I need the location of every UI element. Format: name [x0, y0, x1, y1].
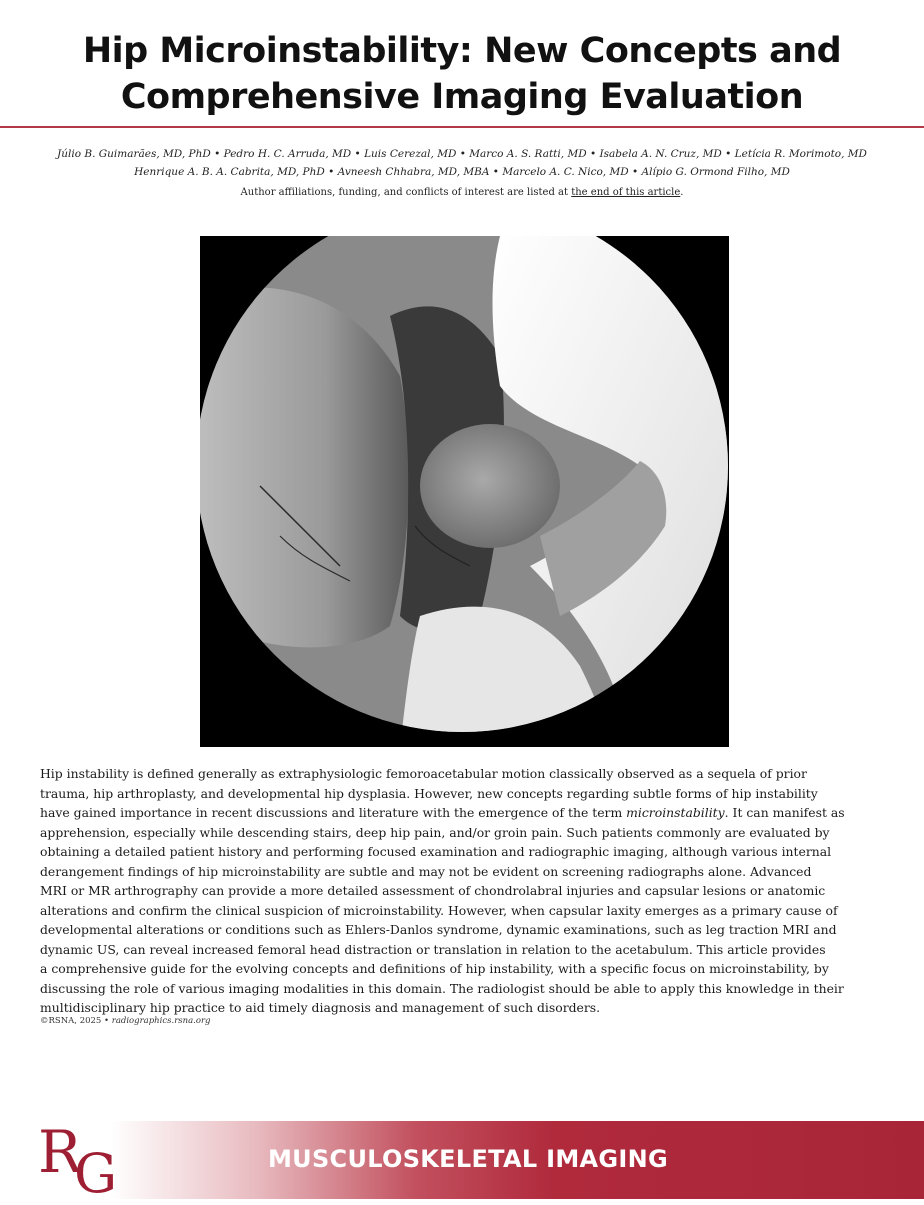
abstract-line: have gained importance in recent discussions and literature with the emergence of the term microinstability. It can manifest as — [40, 805, 845, 820]
abstract-line: trauma, hip arthroplasty, and developmental hip dysplasia. However, new concepts regarding subtle forms of hip instability — [40, 785, 818, 801]
affiliation-note-text: Author affiliations, funding, and conflicts of interest are listed at — [240, 187, 572, 198]
term-microinstability: microinstability — [626, 805, 725, 820]
title-line-2: Comprehensive Imaging Evaluation — [120, 77, 804, 117]
abstract-line: developmental alterations or conditions such as Ehlers-Danlos syndrome, dynamic examinations, such as leg traction MRI and — [40, 922, 837, 937]
author-line-1: Júlio B. Guimarães, MD, PhD • Pedro H. C. Arruda, MD • Luis Cerezal, MD • Marco A. S. Ratti, MD • Isabela A. N. Cruz, MD • Letícia R. Morimoto, MD — [57, 148, 867, 160]
journal-site-link[interactable]: radiographics.rsna.org — [111, 1016, 211, 1026]
abstract-line: apprehension, especially while descending stairs, deep hip pain, and/or groin pain. Such patients commonly are evaluated by — [40, 824, 830, 840]
abstract-line: multidisciplinary hip practice to aid timely diagnosis and management of such disorders. — [40, 1000, 601, 1015]
author-list — [0, 145, 924, 181]
logo-letter-r: R — [38, 1118, 82, 1186]
logo-letter-g: G — [74, 1142, 118, 1205]
article-title — [0, 28, 924, 120]
section-label: MUSCULOSKELETAL IMAGING — [268, 1145, 668, 1173]
title-divider — [0, 126, 924, 128]
fluoroscopy-hip-image — [200, 236, 729, 747]
abstract-line: Hip instability is defined generally as extraphysiologic femoroacetabular motion classically observed as a sequela of prior — [40, 766, 807, 781]
affiliation-note-period: . — [680, 187, 684, 198]
abstract-line: obtaining a detailed patient history and performing focused examination and radiographic imaging, although various internal — [40, 844, 832, 859]
author-line-2: Henrique A. B. A. Cabrita, MD, PhD • Avneesh Chhabra, MD, MBA • Marcelo A. C. Nico, MD • Alípio G. Ormond Filho, MD — [134, 166, 790, 178]
affiliation-note — [0, 187, 924, 198]
end-of-article-link[interactable]: the end of this article — [571, 187, 681, 198]
abstract-line: discussing the role of various imaging modalities in this domain. The radiologist should be able to apply this knowledge in their — [40, 980, 844, 996]
abstract-line: dynamic US, can reveal increased femoral head distraction or translation in relation to the acetabulum. This article provides — [40, 941, 826, 957]
abstract-line: derangement findings of hip microinstability are subtle and may not be evident on screening radiographs alone. Advanced — [40, 863, 812, 879]
copyright-text: ©RSNA, 2025 • — [40, 1016, 112, 1026]
abstract-line: a comprehensive guide for the evolving concepts and definitions of hip instability, with a specific focus on microinstability, by — [40, 961, 829, 976]
abstract — [40, 764, 890, 1018]
abstract-line: MRI or MR arthrography can provide a more detailed assessment of chondrolabral injuries and capsular lesions or anatomic — [40, 883, 826, 898]
title-line-1: Hip Microinstability: New Concepts and — [82, 31, 842, 71]
copyright-line — [40, 1016, 211, 1026]
rg-logo — [38, 1118, 128, 1205]
abstract-line: alterations and confirm the clinical suspicion of microinstability. However, when capsular laxity emerges as a primary cause of — [40, 902, 838, 918]
